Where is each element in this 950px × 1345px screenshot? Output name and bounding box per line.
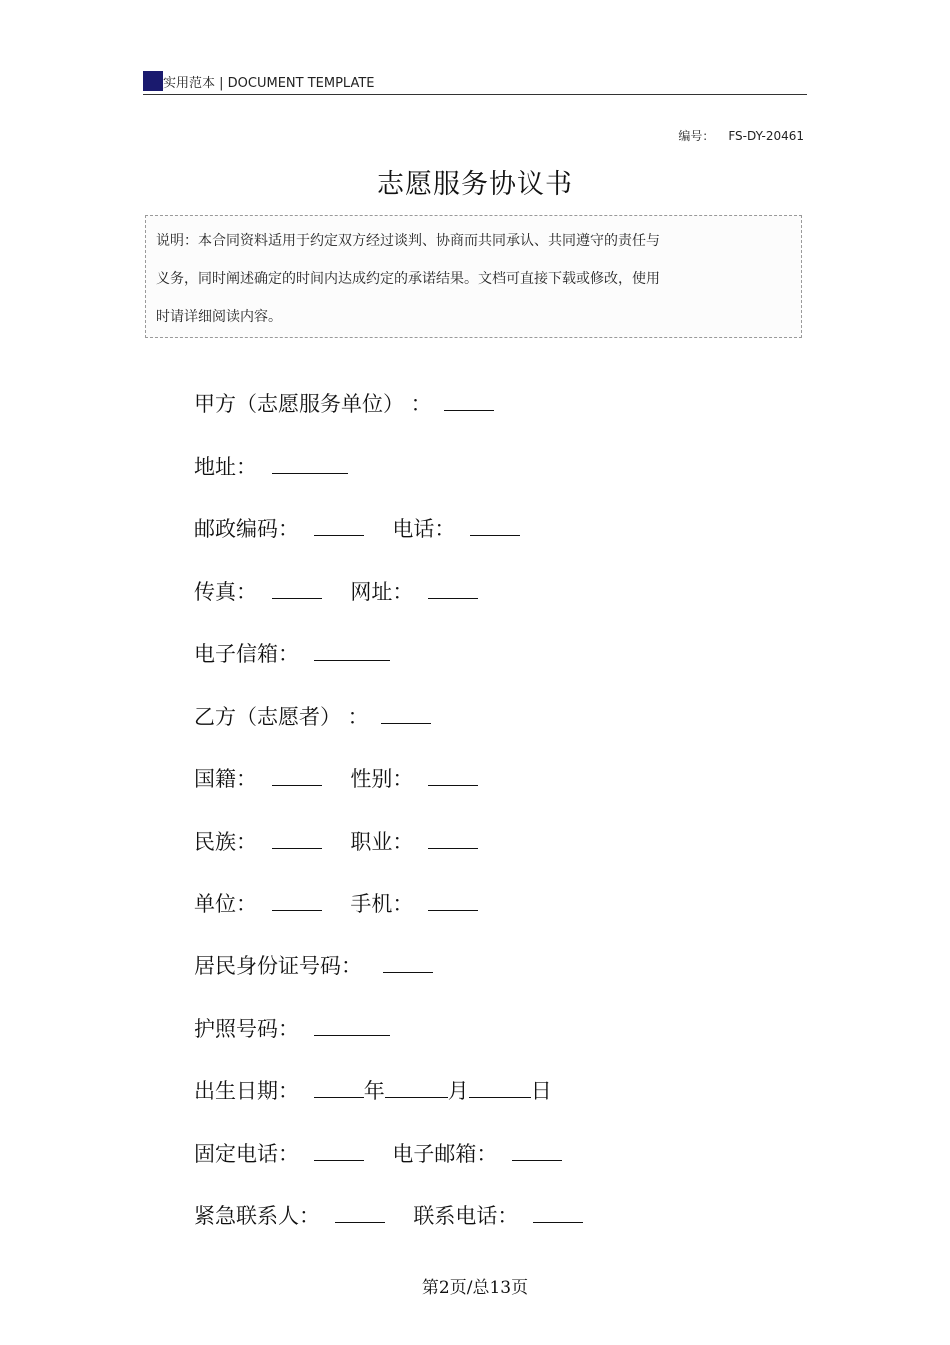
- party-a-blank[interactable]: [444, 390, 494, 411]
- field-landline-email: [194, 1140, 562, 1167]
- occupation-blank[interactable]: [428, 828, 478, 849]
- field-fax-website: [194, 578, 478, 605]
- fax-blank[interactable]: [272, 578, 322, 599]
- party-a-label: 甲方（志愿服务单位） ：: [194, 392, 432, 416]
- website-label: 网址：: [350, 580, 414, 604]
- birth-day-blank[interactable]: [469, 1077, 531, 1098]
- email-label: 电子信箱：: [194, 642, 299, 666]
- header-logo-square: [143, 71, 163, 91]
- birth-month-blank[interactable]: [385, 1077, 448, 1098]
- year-label: 年: [363, 1079, 385, 1103]
- postcode-label: 邮政编码：: [194, 517, 299, 541]
- month-label: 月: [447, 1079, 469, 1103]
- birth-date-label: 出生日期：: [194, 1079, 299, 1103]
- field-nationality-gender: [194, 765, 478, 792]
- emergency-contact-blank[interactable]: [335, 1202, 385, 1223]
- id-number-label: 居民身份证号码：: [194, 954, 362, 978]
- mobile-blank[interactable]: [428, 890, 478, 911]
- contact-phone-label: 联系电话：: [413, 1204, 519, 1228]
- ethnicity-blank[interactable]: [272, 828, 322, 849]
- doc-number-label: 编号：: [678, 129, 715, 143]
- address-label: 地址：: [194, 455, 257, 479]
- field-party-b: [194, 703, 431, 730]
- page-footer: 第2页/总13页: [421, 1278, 529, 1298]
- field-birth-date: [194, 1077, 552, 1104]
- landline-label: 固定电话：: [194, 1142, 299, 1166]
- id-number-blank[interactable]: [383, 952, 433, 973]
- field-id-number: [194, 952, 433, 979]
- phone-label: 电话：: [392, 517, 456, 541]
- employer-label: 单位：: [194, 892, 257, 916]
- landline-blank[interactable]: [314, 1140, 364, 1161]
- gender-label: 性别：: [350, 767, 414, 791]
- nationality-label: 国籍：: [194, 767, 257, 791]
- note-line: 义务，同时阐述确定的时间内达成约定的承诺结果。文档可直接下载或修改，使用: [156, 271, 660, 287]
- occupation-label: 职业：: [350, 830, 414, 854]
- note-box: [145, 215, 802, 338]
- field-address: [194, 453, 348, 480]
- note-line: 说明：本合同资料适用于约定双方经过谈判、协商而共同承认、共同遵守的责任与: [156, 233, 660, 249]
- header-text: 实用范本 | DOCUMENT TEMPLATE: [163, 76, 375, 91]
- emergency-contact-label: 紧急联系人：: [194, 1204, 320, 1228]
- nationality-blank[interactable]: [272, 765, 322, 786]
- party-b-blank[interactable]: [381, 703, 431, 724]
- field-email: [194, 640, 390, 667]
- field-emergency-contact: [194, 1202, 583, 1229]
- day-label: 日: [530, 1079, 552, 1103]
- website-blank[interactable]: [428, 578, 478, 599]
- doc-number-value: FS-DY-20461: [728, 129, 804, 143]
- mobile-label: 手机：: [350, 892, 414, 916]
- postcode-blank[interactable]: [314, 515, 364, 536]
- fax-label: 传真：: [194, 580, 257, 604]
- passport-label: 护照号码：: [194, 1017, 299, 1041]
- address-blank[interactable]: [272, 453, 348, 474]
- field-ethnicity-occupation: [194, 828, 478, 855]
- email-blank[interactable]: [314, 640, 390, 661]
- ethnicity-label: 民族：: [194, 830, 257, 854]
- email2-blank[interactable]: [512, 1140, 562, 1161]
- birth-year-blank[interactable]: [314, 1077, 364, 1098]
- email2-label: 电子邮箱：: [392, 1142, 498, 1166]
- field-passport: [194, 1015, 390, 1042]
- field-postcode-phone: [194, 515, 520, 542]
- party-b-label: 乙方（志愿者） ：: [194, 705, 369, 729]
- document-number: [678, 127, 804, 144]
- field-party-a: [194, 390, 494, 417]
- document-header: [143, 68, 807, 95]
- passport-blank[interactable]: [314, 1015, 390, 1036]
- employer-blank[interactable]: [272, 890, 322, 911]
- field-employer-mobile: [194, 890, 478, 917]
- gender-blank[interactable]: [428, 765, 478, 786]
- phone-blank[interactable]: [470, 515, 520, 536]
- contact-phone-blank[interactable]: [533, 1202, 583, 1223]
- document-title: 志愿服务协议书: [377, 169, 573, 200]
- note-line: 时请详细阅读内容。: [156, 309, 282, 325]
